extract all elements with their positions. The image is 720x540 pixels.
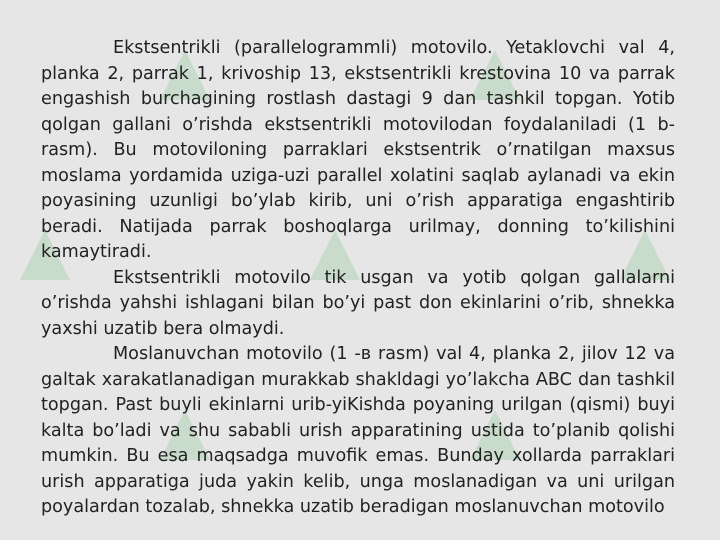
paragraph-1: Ekstsentrikli (parallelogrammli) motovilo. Yetaklovchi val 4, planka 2, parrak 1, krivoship 13, ekstsentrikli krestovina 10 va parrak engashish burchagining rostlash dastagi 9 dan tashkil topgan. Yotib qolgan gallani o’rishda ekstsentrikli motovilodan foydalaniladi (1 b-rasm). Bu motoviloning parraklari ekstsentrik o’rnatilgan maxsus moslama yordamida uziga-uzi parallel xolatini saqlab aylanadi va ekin poyasining uzunligi bo’ylab kirib, uni o’rish apparatiga engashtirib beradi. Natijada parrak boshoqlarga urilmay, donning to’kilishini kamaytiradi. [41, 38, 675, 262]
body-text [41, 36, 675, 521]
paragraph-3: Moslanuvchan motovilo (1 -в rasm) val 4, planka 2, jilov 12 va galtak xarakatlanadigan murakkab shakldagi yo’lakcha ABC dan tashkil topgan. Past buyli ekinlarni urib-yiKishda poyaning urilgan (qismi) buyi kalta bo’ladi va shu sababli urish apparatining ustida to’planib qolishi mumkin. Bu esa maqsadga muvofik emas. Bunday xollarda parraklari urish apparatiga juda yakin kelib, unga moslanadigan va uni urilgan poyalardan tozalab, shnekka uzatib beradigan moslanuvchan motovilo [41, 344, 675, 517]
paragraph-2: Ekstsentrikli motovilo tik usgan va yotib qolgan gallalarni o’rishda yahshi ishlagani bilan bo’yi past don ekinlarini o’rib, shnekka yaxshi uzatib bera olmaydi. [41, 267, 675, 339]
